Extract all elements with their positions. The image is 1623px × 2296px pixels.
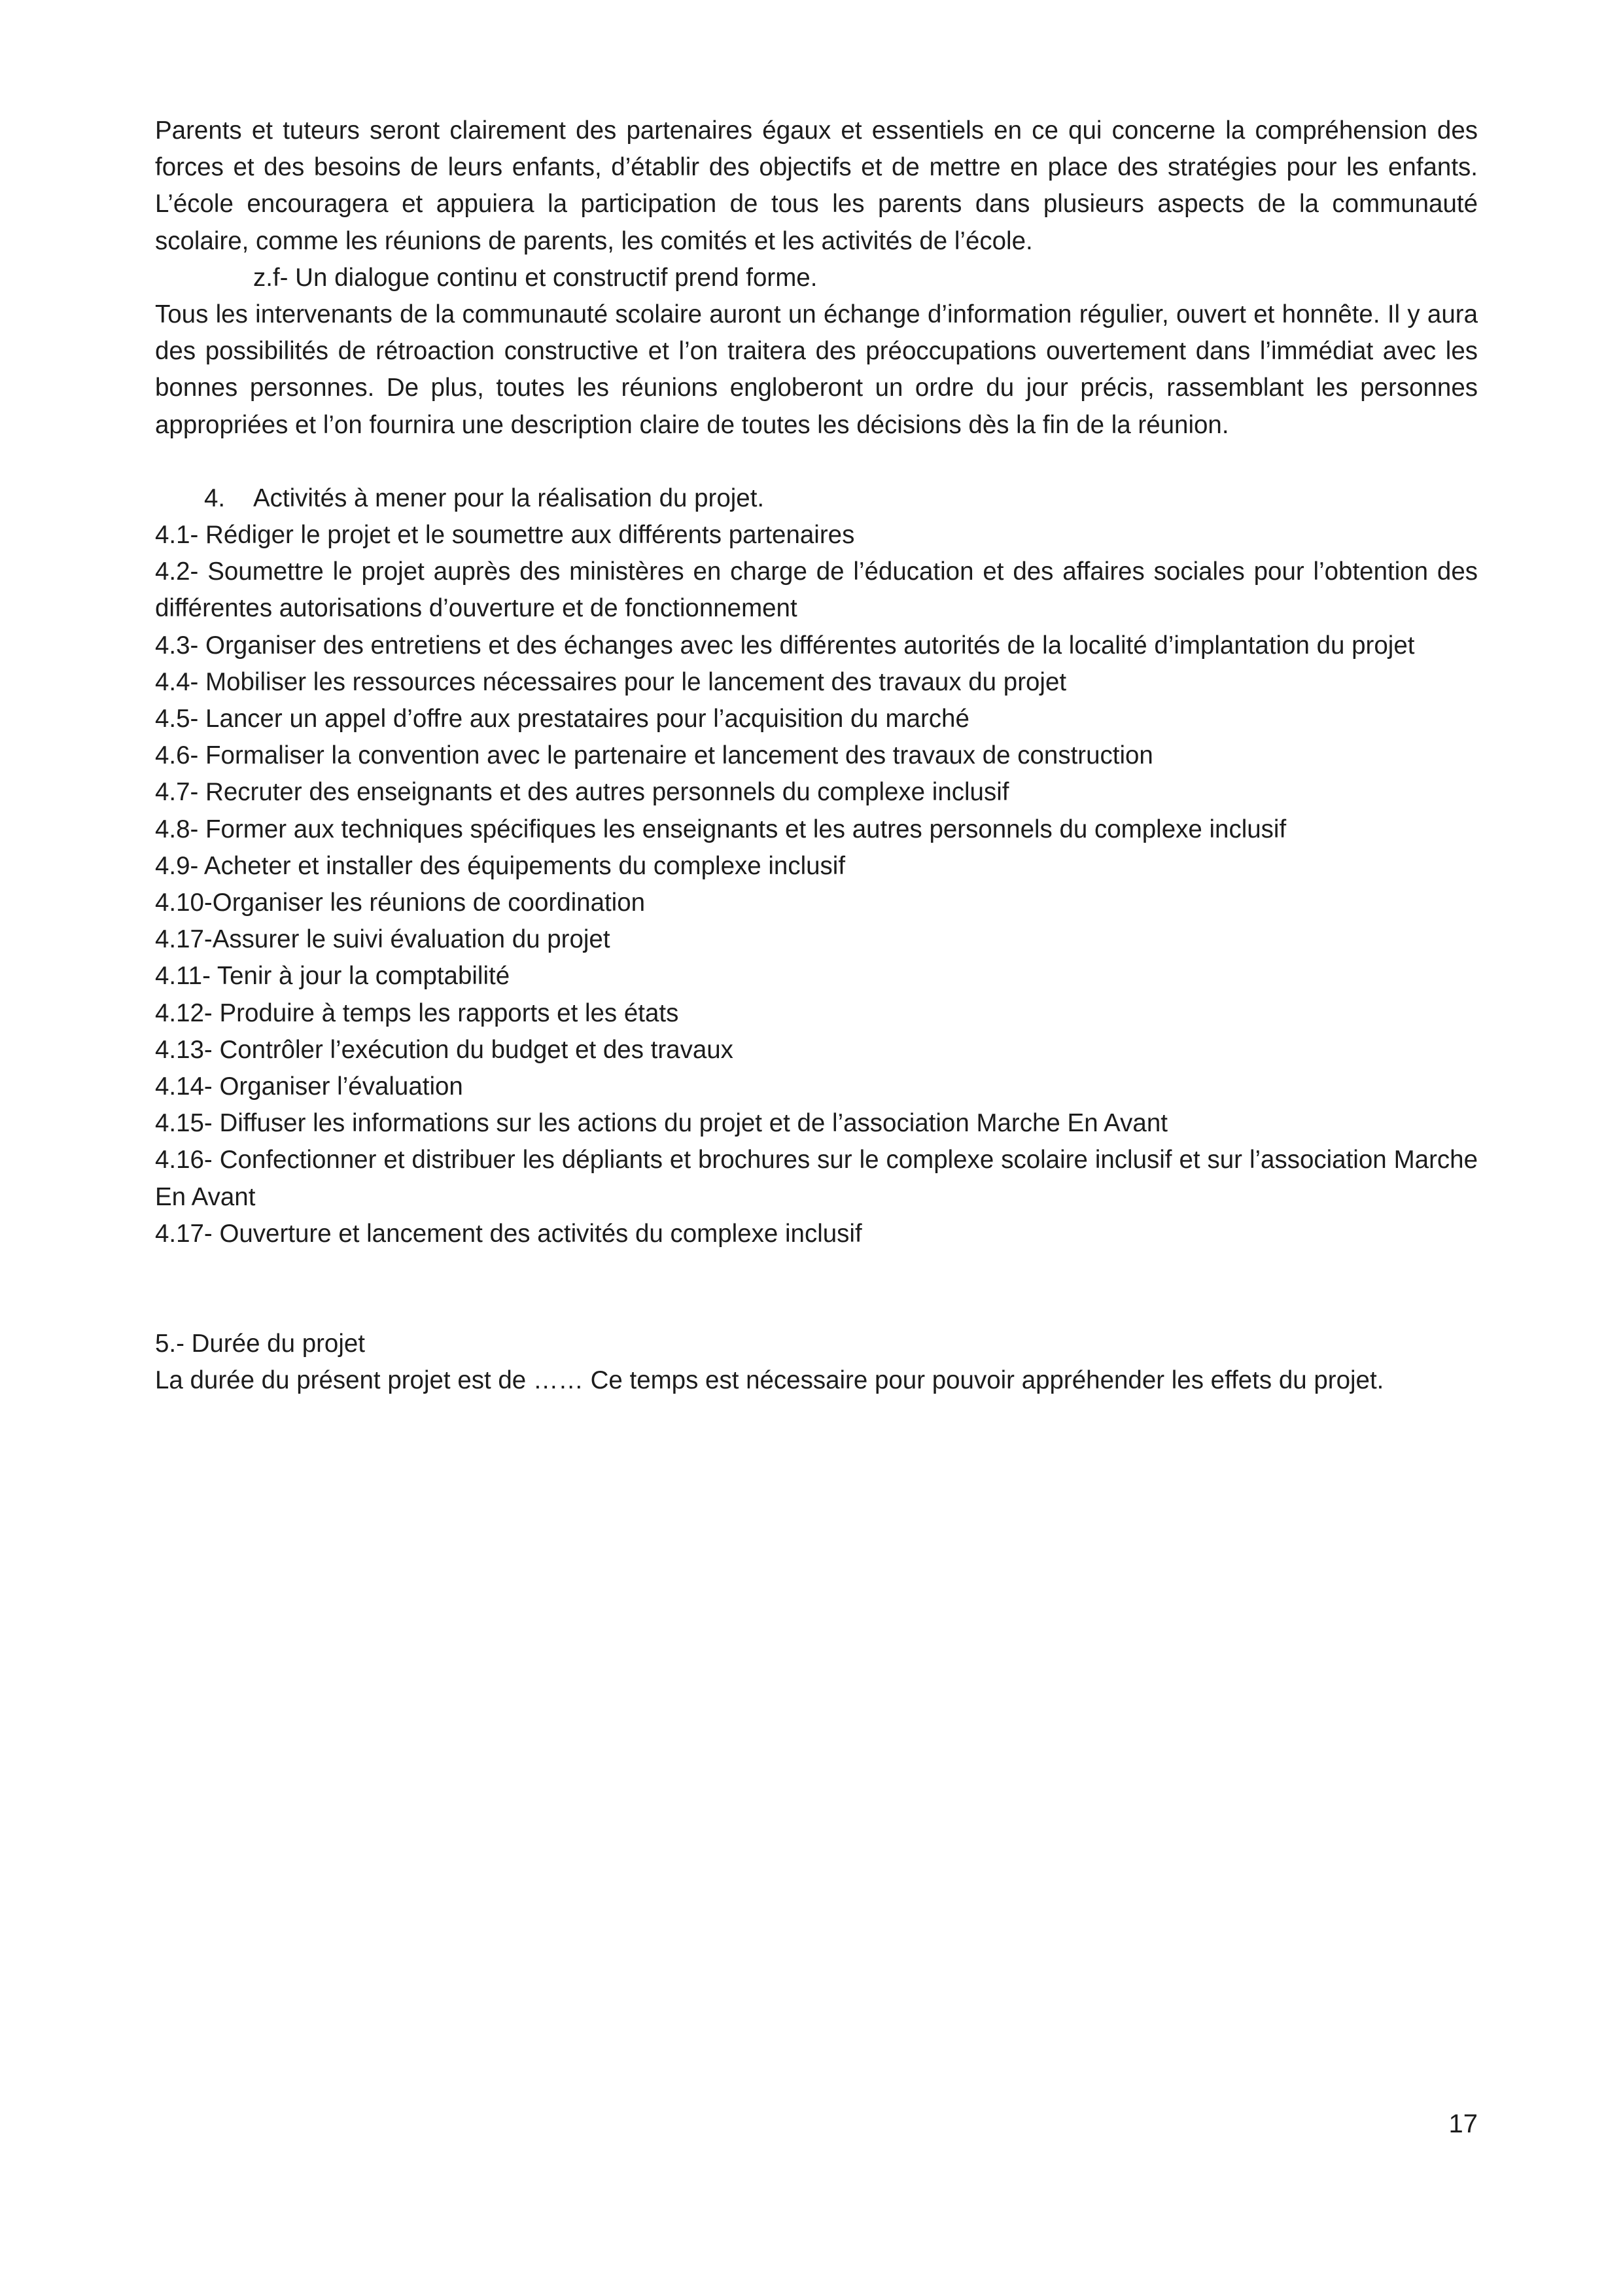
activity-list: [155, 517, 1478, 1252]
list-item: 4.17-Assurer le suivi évaluation du projet: [155, 925, 610, 954]
section-5-body: La durée du présent projet est de …… Ce temps est nécessaire pour pouvoir appréhender les effets du projet.: [155, 1366, 1384, 1395]
list-item: 4.5- Lancer un appel d’offre aux prestataires pour l’acquisition du marché: [155, 705, 969, 733]
list-item: 4.16- Confectionner et distribuer les dépliants et brochures sur le complexe scolaire inclusif et sur l’association Marche En Avant: [155, 1146, 1478, 1211]
page-content: [155, 113, 1478, 1400]
section-4-heading: [155, 480, 1478, 517]
list-item: 4.6- Formaliser la convention avec le partenaire et lancement des travaux de construction: [155, 741, 1153, 770]
list-item: 4.12- Produire à temps les rapports et les états: [155, 998, 679, 1027]
list-item: 4.13- Contrôler l’exécution du budget et des travaux: [155, 1035, 733, 1064]
section-4-title: Activités à mener pour la réalisation du projet.: [253, 484, 765, 512]
list-item: 4.3- Organiser des entretiens et des échanges avec les différentes autorités de la localité d’implantation du projet: [155, 631, 1415, 660]
list-item: 4.10-Organiser les réunions de coordination: [155, 889, 646, 917]
list-item: 4.8- Former aux techniques spécifiques les enseignants et les autres personnels du complexe inclusif: [155, 815, 1287, 843]
section-5-heading: 5.- Durée du projet: [155, 1330, 366, 1358]
subsection-zf-body: Tous les intervenants de la communauté scolaire auront un échange d’information régulier, ouvert et honnête. Il y aura des possibilités de rétroaction constructive et l’on traitera des préoccupations ouvertement dans l’immédiat avec les bonnes personnes. De plus, toutes les réunions engloberont un ordre du jour précis, rassemblant les personnes appropriées et l’on fournira une description claire de toutes les décisions dès la fin de la réunion.: [155, 300, 1478, 439]
list-item: 4.7- Recruter des enseignants et des autres personnels du complexe inclusif: [155, 778, 1009, 807]
intro-paragraph: Parents et tuteurs seront clairement des partenaires égaux et essentiels en ce qui concerne la compréhension des forces et des besoins de leurs enfants, d’établir des objectifs et de mettre en place des stratégies pour les enfants. L’école encouragera et appuiera la participation de tous les parents dans plusieurs aspects de la communauté scolaire, comme les réunions de parents, les comités et les activités de l’école.: [155, 116, 1478, 255]
subsection-zf-heading: z.f- Un dialogue continu et constructif prend forme.: [253, 263, 818, 292]
list-item: 4.2- Soumettre le projet auprès des ministères en charge de l’éducation et des affaires sociales pour l’obtention des différentes autorisations d’ouverture et de fonctionnement: [155, 557, 1478, 623]
list-item: 4.11- Tenir à jour la comptabilité: [155, 962, 510, 991]
section-spacer: [155, 1252, 1478, 1326]
list-item: 4.1- Rédiger le projet et le soumettre aux différents partenaires: [155, 521, 855, 550]
section-4-number: 4.: [204, 484, 226, 512]
list-item: 4.14- Organiser l’évaluation: [155, 1072, 463, 1101]
page-number: 17: [1448, 2110, 1478, 2138]
list-item: 4.17- Ouverture et lancement des activités du complexe inclusif: [155, 1219, 862, 1248]
list-item: 4.4- Mobiliser les ressources nécessaires pour le lancement des travaux du projet: [155, 667, 1067, 696]
list-item: 4.15- Diffuser les informations sur les actions du projet et de l’association Marche En Avant: [155, 1109, 1168, 1138]
list-item: 4.9- Acheter et installer des équipements du complexe inclusif: [155, 851, 846, 880]
